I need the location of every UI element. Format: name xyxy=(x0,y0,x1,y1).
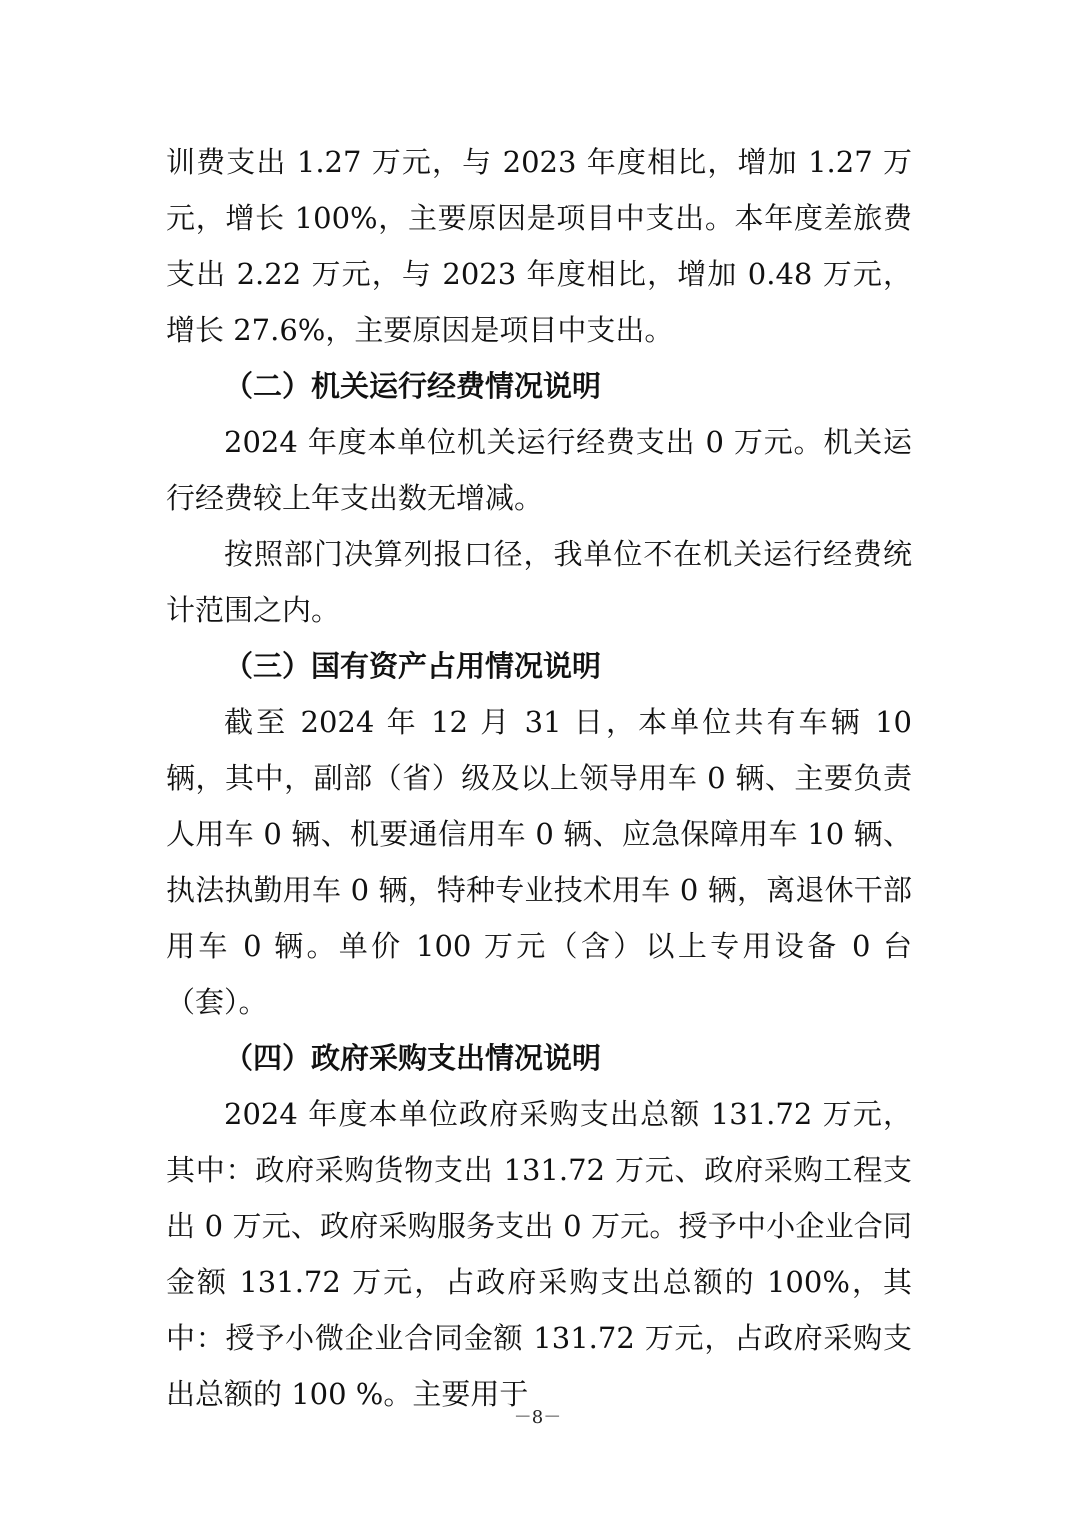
section-heading-operating-expenses: （二）机关运行经费情况说明 xyxy=(224,369,602,403)
paragraph-state-assets-vehicles: 截至 2024 年 12 月 31 日，本单位共有车辆 10 辆，其中，副部（省）级及以上领导用车 0 辆、主要负责人用车 0 辆、机要通信用车 0 辆、应急保障用车 10 辆、执法执勤用车 0 辆，特种专业技术用车 0 辆，离退休干部用车 0 辆。单价 100 万元（含）以上专用设备 0 台（套）。 xyxy=(166,705,912,1019)
paragraph-government-procurement-amounts: 2024 年度本单位政府采购支出总额 131.72 万元，其中：政府采购货物支出 131.72 万元、政府采购工程支出 0 万元、政府采购服务支出 0 万元。授予中小企业合同金额 131.72 万元，占政府采购支出总额的 100%，其中：授予小微企业合同金额 131.72 万元，占政府采购支出总额的 100 %。主要用于 xyxy=(166,1097,912,1411)
paragraph-operating-expenses-amount: 2024 年度本单位机关运行经费支出 0 万元。机关运行经费较上年支出数无增减。 xyxy=(166,425,912,515)
page-number: －8－ xyxy=(513,1407,562,1428)
document-body xyxy=(166,134,912,1422)
paragraph-training-travel-expenses: 训费支出 1.27 万元，与 2023 年度相比，增加 1.27 万元，增长 100%，主要原因是项目中支出。本年度差旅费支出 2.22 万元，与 2023 年度相比，增加 0.48 万元，增长 27.6%，主要原因是项目中支出。 xyxy=(166,145,912,347)
paragraph-operating-expenses-scope: 按照部门决算列报口径，我单位不在机关运行经费统计范围之内。 xyxy=(166,537,912,627)
section-heading-government-procurement: （四）政府采购支出情况说明 xyxy=(224,1041,602,1075)
section-heading-state-assets: （三）国有资产占用情况说明 xyxy=(224,649,602,683)
